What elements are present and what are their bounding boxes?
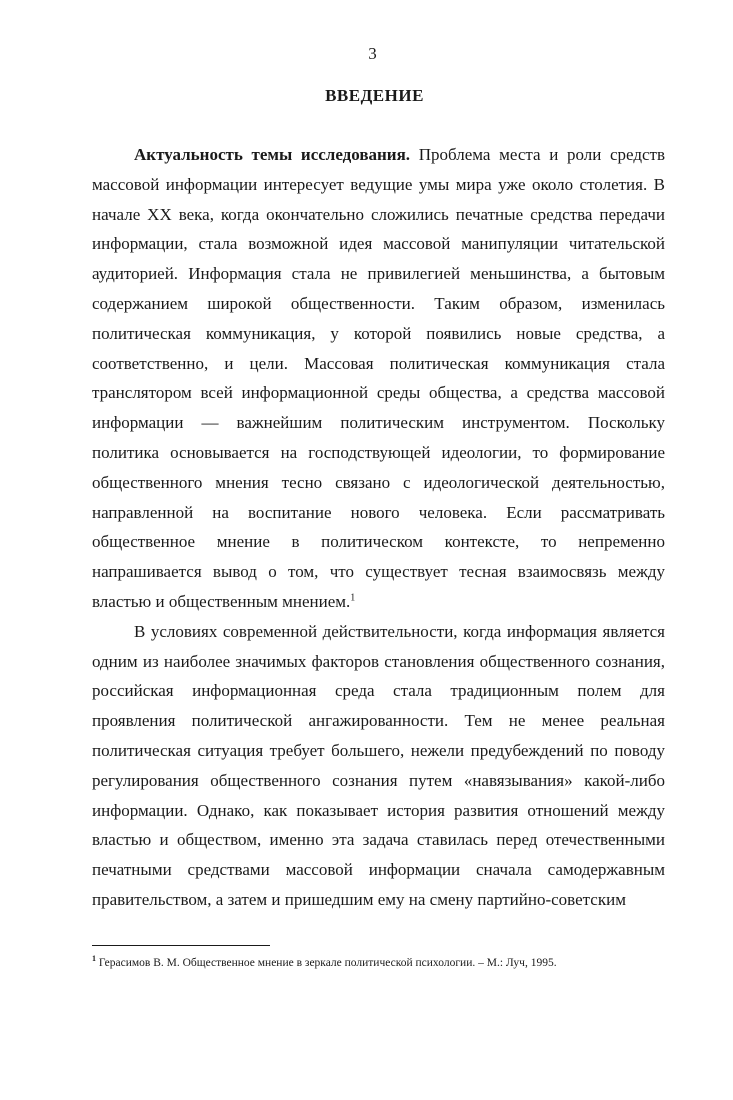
section-heading: ВВЕДЕНИЕ xyxy=(325,86,424,105)
body-text xyxy=(92,140,665,915)
footnote-separator xyxy=(92,945,270,946)
paragraph-1 xyxy=(92,140,665,617)
paragraph-lead: Актуальность темы исследования. xyxy=(134,145,411,164)
footnote-reference[interactable]: 1 xyxy=(350,592,356,604)
footnote xyxy=(92,955,692,971)
footnote-marker: 1 xyxy=(92,954,96,964)
paragraph-2 xyxy=(92,617,665,915)
page-number: 3 xyxy=(368,44,377,63)
paragraph-text: В условиях современной действительности, когда информация является одним из наиболее значимых факторов становления общественного сознания, российская информационная среда стала традиционным полем для проявления политической ангажированности. Тем не менее реальная политическая ситуация требует большего, нежели предубеждений по поводу регулирования общественного сознания путем «навязывания» какой-либо информации. Однако, как показывает история развития отношений между властью и обществом, именно эта задача ставилась перед отечественными печатными средствами массовой информации сначала самодержавным правительством, а затем и пришедшим ему на смену партийно-советским xyxy=(92,621,665,909)
paragraph-text: Проблема места и роли средств массовой информации интересует ведущие умы мира уже около столетия. В начале XX века, когда окончательно сложились печатные средства передачи информации, стала возможной идея массовой манипуляции читательской аудиторией. Информация стала не привилегией меньшинства, а бытовым содержанием широкой общественности. Таким образом, изменилась политическая коммуникация, у которой появились новые средства, а соответственно, и цели. Массовая политическая коммуникация стала транслятором всей информационной среды общества, а средства массовой информации — важнейшим политическим инструментом. Поскольку политика основывается на господствующей идеологии, то формирование общественного мнения тесно связано с идеологической деятельностью, направленной на воспитание нового человека. Если рассматривать общественное мнение в политическом контексте, то непременно напрашивается вывод о том, что существует тесная взаимосвязь между властью и общественным мнением. xyxy=(92,145,665,611)
footnote-text: Герасимов В. М. Общественное мнение в зеркале политической психологии. – М.: Луч, 1995. xyxy=(96,957,557,969)
